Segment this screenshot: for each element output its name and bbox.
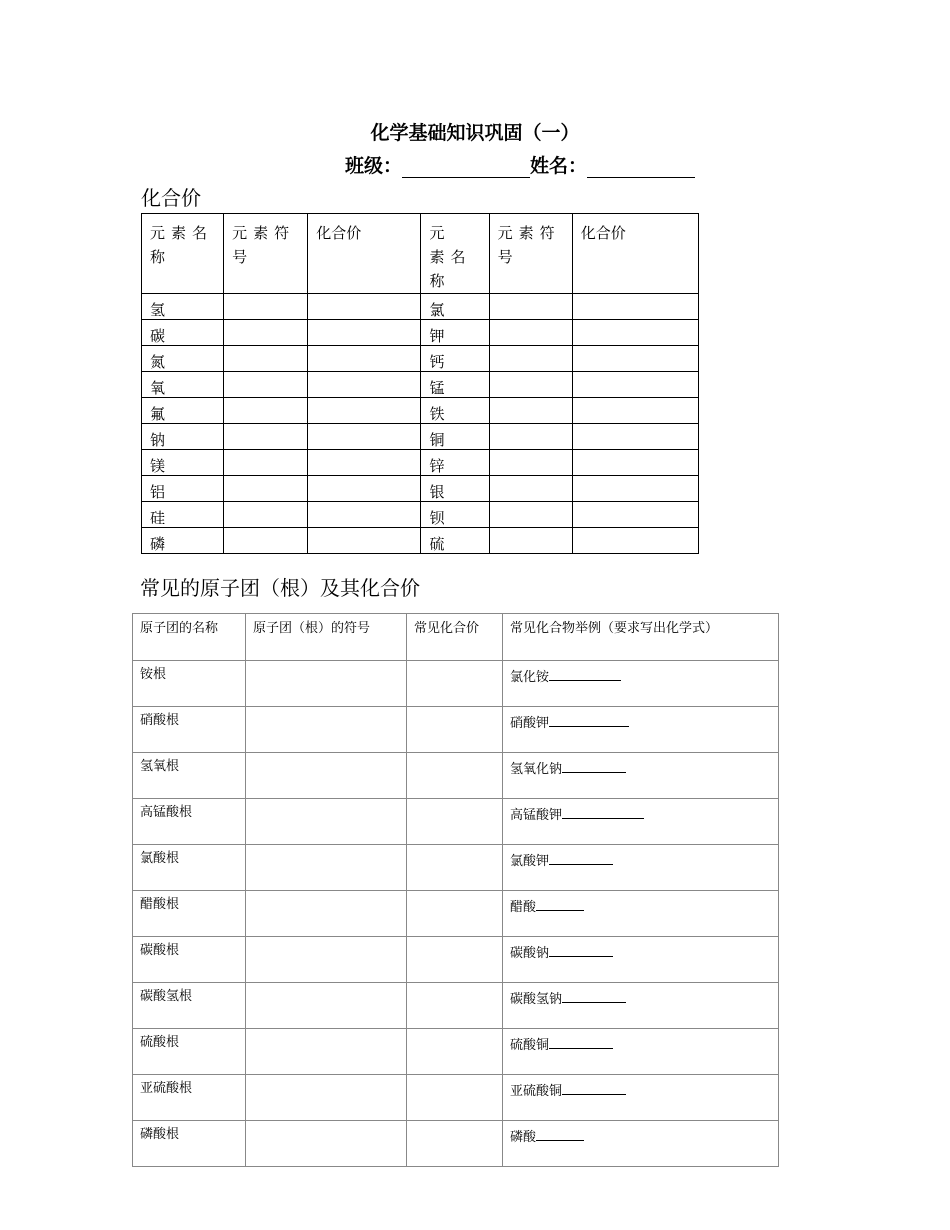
radical-name-cell: 磷酸根 — [133, 1121, 246, 1167]
element-symbol-cell[interactable] — [489, 528, 572, 554]
compound-example-cell — [503, 845, 779, 891]
valence-cell[interactable] — [308, 502, 421, 528]
element-symbol-cell[interactable] — [489, 372, 572, 398]
element-name-cell: 铜 — [421, 424, 489, 450]
radical-symbol-cell[interactable] — [246, 1075, 407, 1121]
common-valence-cell[interactable] — [407, 845, 503, 891]
table-row — [133, 1075, 779, 1121]
header-element-symbol: 元素符号 — [489, 214, 572, 294]
compound-name: 高锰酸钾 — [510, 808, 563, 823]
radical-symbol-cell[interactable] — [246, 891, 407, 937]
radical-name-cell: 氢氧根 — [133, 753, 246, 799]
common-valence-cell[interactable] — [407, 753, 503, 799]
valence-cell[interactable] — [572, 294, 698, 320]
element-symbol-cell[interactable] — [489, 424, 572, 450]
element-name-cell: 钠 — [142, 424, 224, 450]
header-valence: 化合价 — [572, 214, 698, 294]
valence-cell[interactable] — [572, 372, 698, 398]
compound-example-cell — [503, 1121, 779, 1167]
element-symbol-cell[interactable] — [489, 450, 572, 476]
element-symbol-cell[interactable] — [224, 398, 308, 424]
table-header-row — [142, 214, 699, 294]
page-title: 化学基础知识巩固（一） — [370, 122, 580, 144]
common-valence-cell[interactable] — [407, 891, 503, 937]
radical-name-cell: 醋酸根 — [133, 891, 246, 937]
compound-example-cell — [503, 661, 779, 707]
element-symbol-cell[interactable] — [224, 346, 308, 372]
valence-cell[interactable] — [308, 346, 421, 372]
common-valence-cell[interactable] — [407, 937, 503, 983]
radical-symbol-cell[interactable] — [246, 845, 407, 891]
radical-name-cell: 碳酸根 — [133, 937, 246, 983]
table-row — [133, 845, 779, 891]
element-name-cell: 氮 — [142, 346, 224, 372]
element-name-cell: 银 — [421, 476, 489, 502]
valence-cell[interactable] — [308, 476, 421, 502]
valence-cell[interactable] — [308, 424, 421, 450]
table-row — [133, 707, 779, 753]
element-name-cell: 镁 — [142, 450, 224, 476]
valence-cell[interactable] — [572, 528, 698, 554]
element-name-cell: 碳 — [142, 320, 224, 346]
radical-name-cell: 硝酸根 — [133, 707, 246, 753]
radical-symbol-cell[interactable] — [246, 937, 407, 983]
class-label: 班级： — [345, 155, 403, 177]
element-name-cell: 钙 — [421, 346, 489, 372]
compound-name: 氯酸钾 — [510, 854, 550, 869]
radical-symbol-cell[interactable] — [246, 661, 407, 707]
compound-example-cell — [503, 753, 779, 799]
name-label: 姓名： — [530, 155, 588, 177]
valence-cell[interactable] — [308, 450, 421, 476]
element-name-cell: 氯 — [421, 294, 489, 320]
radical-name-cell: 氯酸根 — [133, 845, 246, 891]
radical-symbol-cell[interactable] — [246, 799, 407, 845]
table-row — [142, 476, 699, 502]
element-name-cell: 锌 — [421, 450, 489, 476]
radical-symbol-cell[interactable] — [246, 1121, 407, 1167]
valence-cell[interactable] — [572, 424, 698, 450]
compound-example-cell — [503, 707, 779, 753]
table-row — [142, 424, 699, 450]
common-valence-cell[interactable] — [407, 799, 503, 845]
class-blank[interactable] — [402, 155, 530, 178]
valence-cell[interactable] — [308, 528, 421, 554]
table-row — [133, 799, 779, 845]
compound-name: 氯化铵 — [510, 670, 550, 685]
formula-blank[interactable] — [536, 1125, 584, 1141]
element-symbol-cell[interactable] — [224, 528, 308, 554]
radical-name-cell: 碳酸氢根 — [133, 983, 246, 1029]
valence-table — [141, 213, 699, 554]
compound-name: 磷酸 — [510, 1130, 537, 1145]
formula-blank[interactable] — [549, 1033, 613, 1049]
table-row — [142, 398, 699, 424]
valence-cell[interactable] — [572, 502, 698, 528]
formula-blank[interactable] — [562, 987, 626, 1003]
table-row — [133, 1121, 779, 1167]
element-symbol-cell[interactable] — [224, 502, 308, 528]
element-name-cell: 硫 — [421, 528, 489, 554]
table-row — [133, 753, 779, 799]
table-row — [142, 294, 699, 320]
formula-blank[interactable] — [549, 941, 613, 957]
element-name-cell: 磷 — [142, 528, 224, 554]
radicals-table — [132, 613, 779, 1167]
radical-symbol-cell[interactable] — [246, 983, 407, 1029]
formula-blank[interactable] — [562, 803, 644, 819]
element-name-cell: 铝 — [142, 476, 224, 502]
compound-name: 硫酸铜 — [510, 1038, 550, 1053]
header-radical-symbol: 原子团（根）的符号 — [246, 614, 407, 661]
table-row — [142, 528, 699, 554]
radical-name-cell: 铵根 — [133, 661, 246, 707]
table-row — [133, 891, 779, 937]
radical-symbol-cell[interactable] — [246, 1029, 407, 1075]
element-name-cell: 钡 — [421, 502, 489, 528]
element-symbol-cell[interactable] — [489, 502, 572, 528]
element-name-cell: 硅 — [142, 502, 224, 528]
element-name-cell: 铁 — [421, 398, 489, 424]
formula-blank[interactable] — [562, 1079, 626, 1095]
table-row — [133, 937, 779, 983]
element-symbol-cell[interactable] — [489, 346, 572, 372]
radical-symbol-cell[interactable] — [246, 707, 407, 753]
valence-cell[interactable] — [308, 294, 421, 320]
valence-cell[interactable] — [572, 320, 698, 346]
formula-blank[interactable] — [549, 849, 613, 865]
header-common-valence: 常见化合价 — [407, 614, 503, 661]
compound-name: 醋酸 — [510, 900, 537, 915]
header-element-symbol: 元素符号 — [224, 214, 308, 294]
valence-cell[interactable] — [572, 476, 698, 502]
common-valence-cell[interactable] — [407, 983, 503, 1029]
class-name-line — [345, 151, 695, 178]
table-header-row — [133, 614, 779, 661]
valence-cell[interactable] — [308, 398, 421, 424]
common-valence-cell[interactable] — [407, 1029, 503, 1075]
common-valence-cell[interactable] — [407, 1075, 503, 1121]
compound-example-cell — [503, 937, 779, 983]
header-compound-example: 常见化合物举例（要求写出化学式） — [503, 614, 779, 661]
compound-example-cell — [503, 1075, 779, 1121]
table-row — [133, 1029, 779, 1075]
element-symbol-cell[interactable] — [224, 476, 308, 502]
table-row — [142, 372, 699, 398]
radical-symbol-cell[interactable] — [246, 753, 407, 799]
element-symbol-cell[interactable] — [489, 476, 572, 502]
element-name-cell: 氧 — [142, 372, 224, 398]
element-name-cell: 钾 — [421, 320, 489, 346]
table-row — [133, 983, 779, 1029]
element-symbol-cell[interactable] — [224, 294, 308, 320]
table-row — [142, 502, 699, 528]
header-element-name: 元素名称 — [142, 214, 224, 294]
compound-example-cell — [503, 1029, 779, 1075]
element-symbol-cell[interactable] — [489, 398, 572, 424]
header-radical-name: 原子团的名称 — [133, 614, 246, 661]
valence-cell[interactable] — [572, 398, 698, 424]
formula-blank[interactable] — [549, 665, 621, 681]
compound-name: 碳酸氢钠 — [510, 992, 563, 1007]
section-title-radicals: 常见的原子团（根）及其化合价 — [140, 576, 420, 600]
valence-cell[interactable] — [308, 372, 421, 398]
common-valence-cell[interactable] — [407, 1121, 503, 1167]
compound-example-cell — [503, 799, 779, 845]
element-name-cell: 氢 — [142, 294, 224, 320]
formula-blank[interactable] — [549, 711, 629, 727]
element-symbol-cell[interactable] — [489, 294, 572, 320]
common-valence-cell[interactable] — [407, 661, 503, 707]
common-valence-cell[interactable] — [407, 707, 503, 753]
table-row — [142, 320, 699, 346]
element-symbol-cell[interactable] — [489, 320, 572, 346]
section-title-valence: 化合价 — [141, 186, 201, 210]
compound-name: 碳酸钠 — [510, 946, 550, 961]
table-row — [142, 450, 699, 476]
formula-blank[interactable] — [536, 895, 584, 911]
header-element-name: 元 素名称 — [421, 214, 489, 294]
formula-blank[interactable] — [562, 757, 626, 773]
radical-name-cell: 硫酸根 — [133, 1029, 246, 1075]
valence-cell[interactable] — [572, 450, 698, 476]
valence-cell[interactable] — [572, 346, 698, 372]
header-valence: 化合价 — [308, 214, 421, 294]
element-name-cell: 氟 — [142, 398, 224, 424]
compound-name: 硝酸钾 — [510, 716, 550, 731]
compound-example-cell — [503, 983, 779, 1029]
element-symbol-cell[interactable] — [224, 424, 308, 450]
table-row — [133, 661, 779, 707]
compound-example-cell — [503, 891, 779, 937]
element-symbol-cell[interactable] — [224, 372, 308, 398]
element-symbol-cell[interactable] — [224, 320, 308, 346]
compound-name: 亚硫酸铜 — [510, 1084, 563, 1099]
valence-cell[interactable] — [308, 320, 421, 346]
radical-name-cell: 亚硫酸根 — [133, 1075, 246, 1121]
element-symbol-cell[interactable] — [224, 450, 308, 476]
table-row — [142, 346, 699, 372]
element-name-cell: 锰 — [421, 372, 489, 398]
name-blank[interactable] — [587, 155, 695, 178]
radical-name-cell: 高锰酸根 — [133, 799, 246, 845]
compound-name: 氢氧化钠 — [510, 762, 563, 777]
